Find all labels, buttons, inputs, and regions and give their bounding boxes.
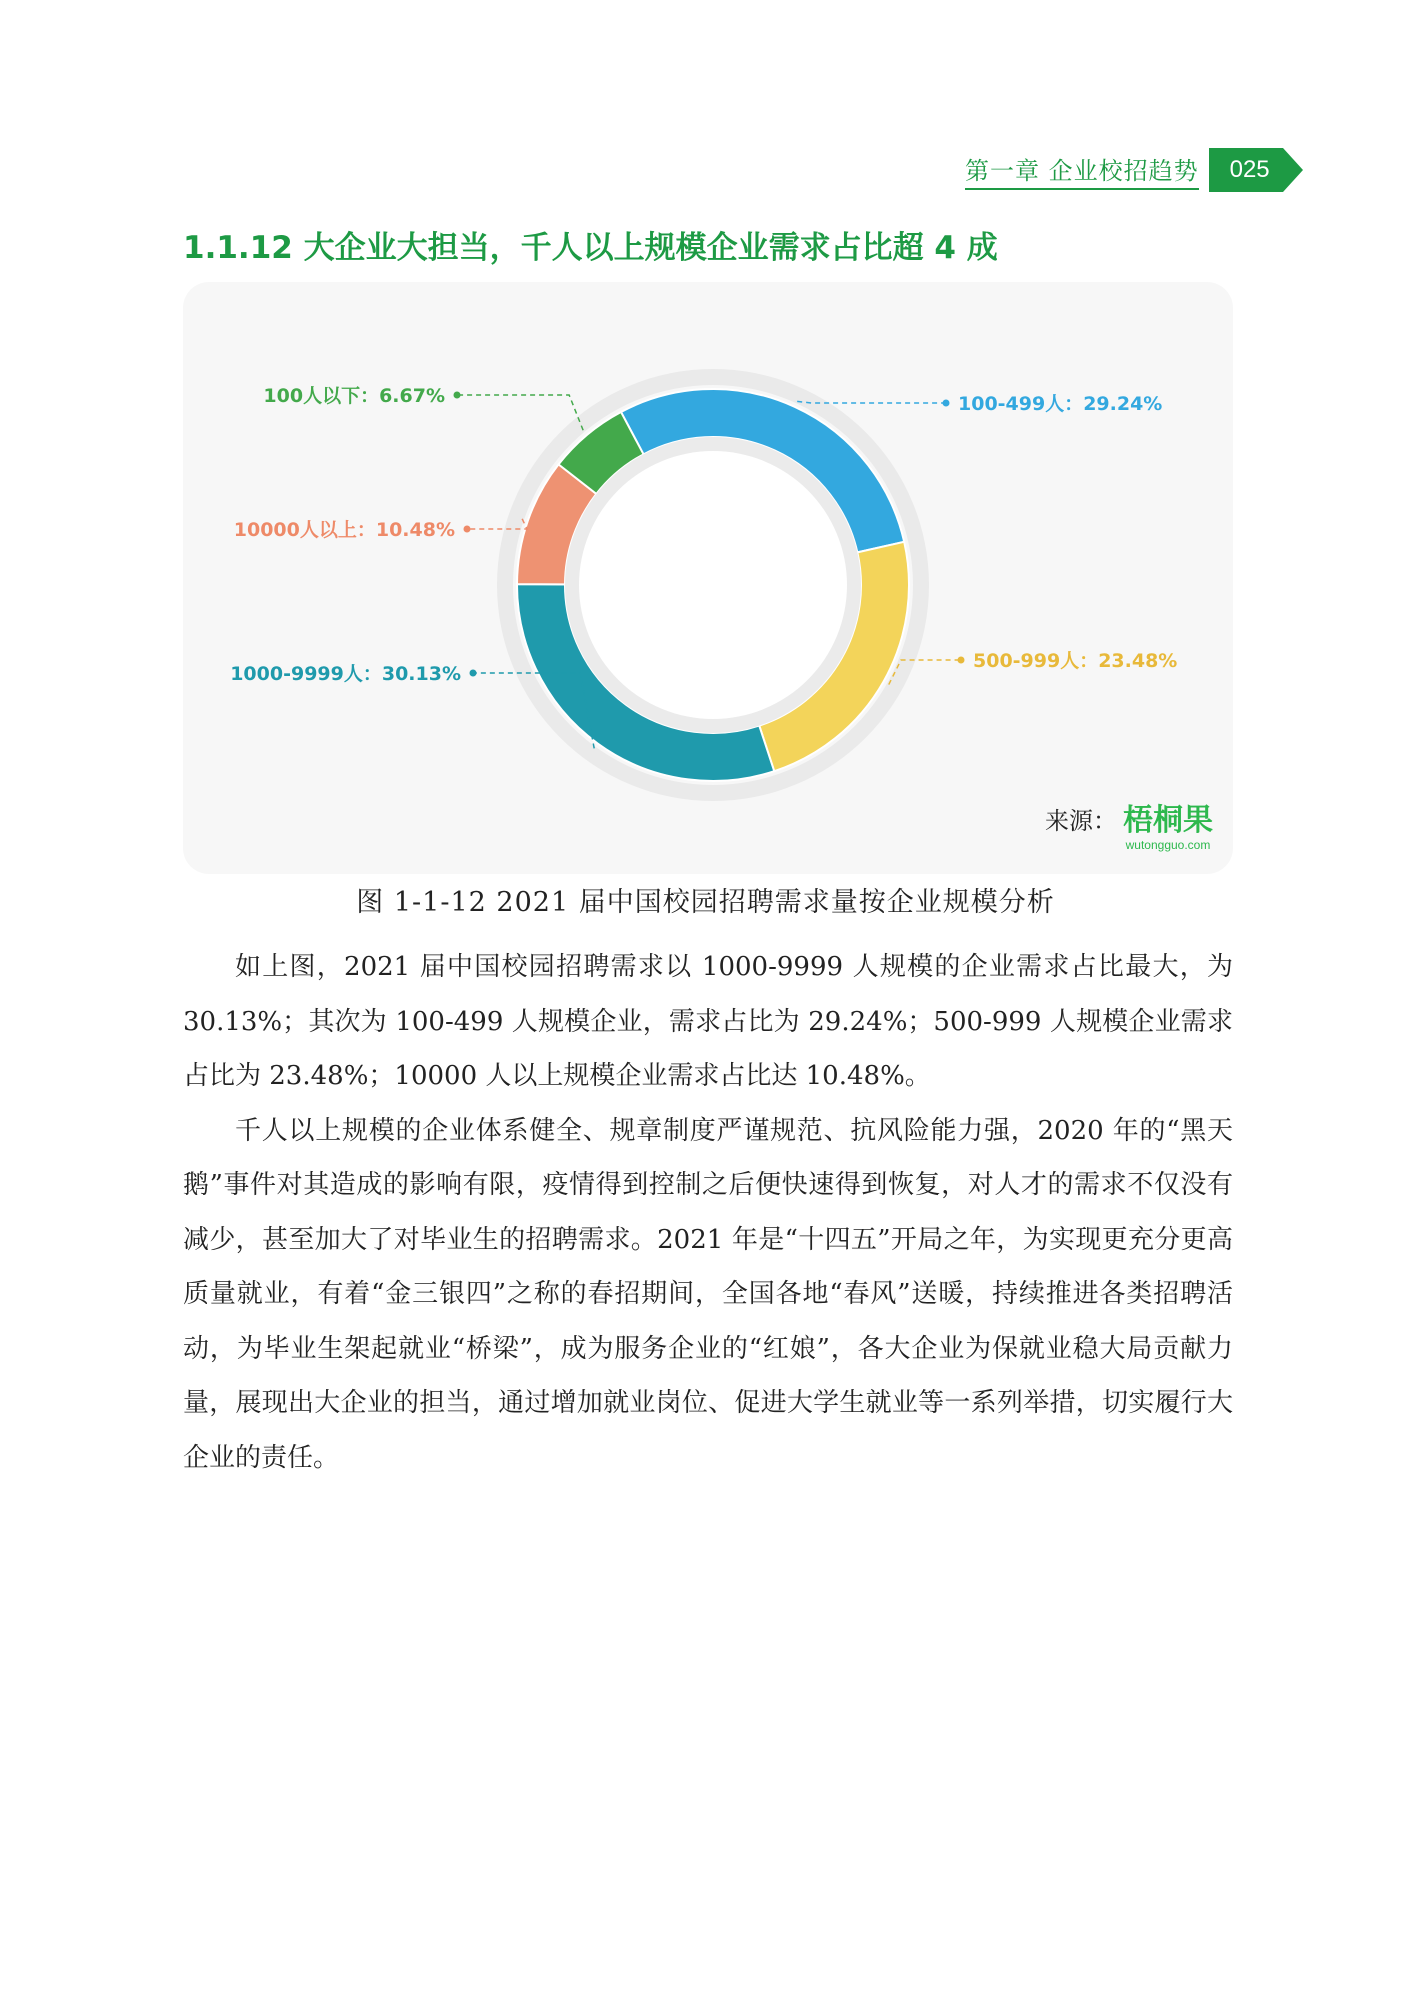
figure-caption: 图 1-1-12 2021 届中国校园招聘需求量按企业规模分析 [356, 887, 1055, 918]
leader-dot [943, 400, 950, 407]
wutongguo-logo [1123, 804, 1213, 852]
leader-dot [470, 670, 477, 677]
slice-label: 500-999人：23.48% [973, 650, 1178, 672]
body-text [183, 940, 1233, 1485]
slice-label: 100人以下：6.67% [263, 385, 445, 407]
leader-dot [454, 392, 461, 399]
paragraph: 如上图，2021 届中国校园招聘需求以 1000-9999 人规模的企业需求占比最大，为 30.13%；其次为 100-499 人规模企业，需求占比为 29.24%；500-999 人规模企业需求占比为 23.48%；10000 人以上规模企业需求占比达 10.48%。 [183, 952, 1233, 1091]
logo-url: wutongguo.com [1125, 838, 1211, 852]
donut-chart [183, 282, 1233, 874]
leader-dot [464, 526, 471, 533]
source-label: 来源： [1045, 807, 1117, 835]
section-heading: 1.1.12 大企业大担当，千人以上规模企业需求占比超 4 成 [183, 230, 998, 266]
logo-text: 梧桐果 [1123, 803, 1213, 838]
slice-label: 100-499人：29.24% [958, 393, 1163, 415]
source [1045, 801, 1213, 852]
paragraph: 千人以上规模的企业体系健全、规章制度严谨规范、抗风险能力强，2020 年的“黑天鹅”事件对其造成的影响有限，疫情得到控制之后便快速得到恢复，对人才的需求不仅没有减少，甚至加大了对毕业生的招聘需求。2021 年是“十四五”开局之年，为实现更充分更高质量就业，有着“金三银四”之称的春招期间，全国各地“春风”送暖，持续推进各类招聘活动，为毕业生架起就业“桥梁”，成为服务企业的“红娘”，各大企业为保就业稳大局贡献力量，展现出大企业的担当，通过增加就业岗位、促进大学生就业等一系列举措，切实履行大企业的责任。 [183, 1115, 1233, 1473]
leader-line [457, 395, 583, 430]
chapter-header [965, 148, 1303, 192]
page-number-tag [1209, 148, 1303, 192]
slice-label: 10000人以上：10.48% [233, 519, 455, 541]
slice-label: 1000-9999人：30.13% [230, 663, 461, 685]
page-number: 025 [1229, 156, 1270, 183]
chapter-title: 第一章 企业校招趋势 [965, 151, 1199, 190]
donut-hole [579, 451, 847, 719]
leader-dot [958, 657, 965, 664]
chart-panel [183, 282, 1233, 874]
